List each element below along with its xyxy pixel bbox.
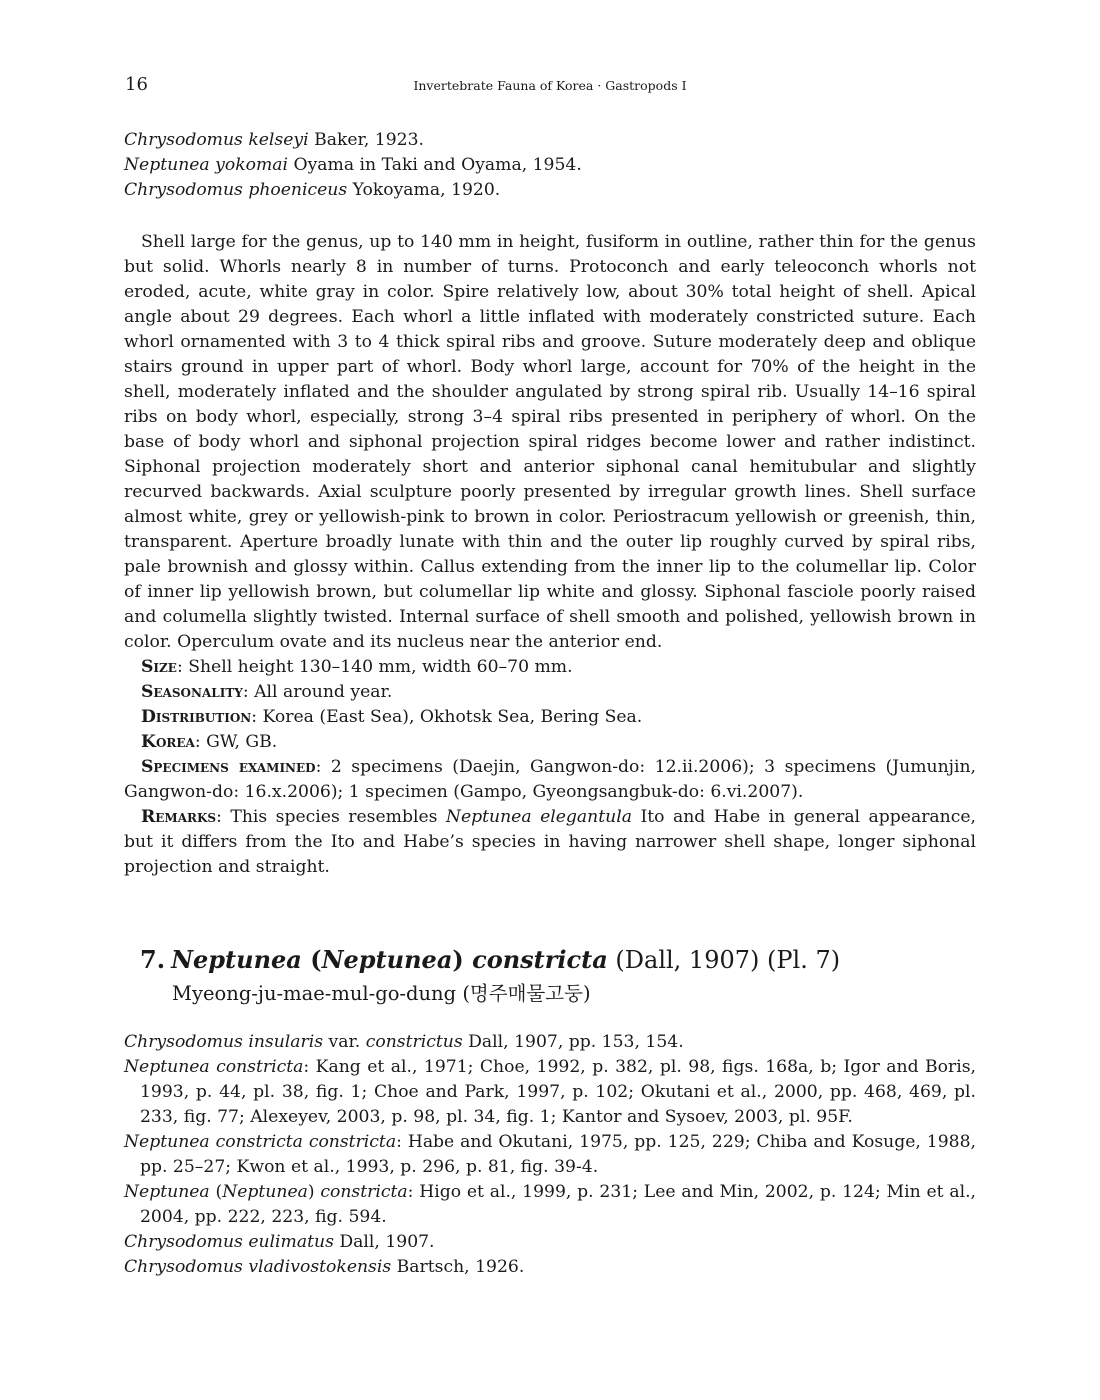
korean-romanized: Myeong-ju-mae-mul-go-dung (172, 982, 457, 1005)
remarks-species: Neptunea elegantula (445, 807, 632, 827)
korea-label: Korea (141, 732, 195, 752)
subgenus-close: ) (452, 945, 473, 974)
citation: : Higo et al., 1999, p. 231; Lee and Min, 2002, p. 124; Min et al., 2004, pp. 222, 223, fig. 594. (140, 1182, 976, 1227)
taxon-name: Chrysodomus kelseyi (124, 130, 309, 150)
remarks-label: Remarks (141, 807, 217, 827)
synonym-entry (124, 1255, 976, 1280)
taxon-name: Chrysodomus insularis (124, 1032, 324, 1052)
citation: Dall, 1907. (333, 1232, 435, 1252)
page-number: 16 (125, 74, 148, 95)
citation: Baker, 1923. (308, 130, 424, 150)
taxon-name: Neptunea (222, 1182, 308, 1202)
citation: Yokoyama, 1920. (347, 180, 501, 200)
citation: Oyama in Taki and Oyama, 1954. (288, 155, 582, 175)
species-number: 7. (140, 945, 166, 974)
connector: ) (307, 1182, 321, 1202)
synonym-list-top (124, 128, 976, 203)
synonym-entry (124, 153, 976, 178)
connector: ( (209, 1182, 223, 1202)
specimens-label: Specimens examined (141, 757, 316, 777)
seasonality-value: : All around year. (242, 682, 393, 702)
taxon-name: Neptunea constricta (124, 1057, 304, 1077)
synonym-entry (124, 1230, 976, 1255)
citation: Bartsch, 1926. (391, 1257, 525, 1277)
seasonality-field (124, 680, 976, 705)
running-title: Invertebrate Fauna of Korea · Gastropods I (413, 78, 687, 93)
synonym-entry (124, 128, 976, 153)
remarks-text-a: : This species resembles (216, 807, 446, 827)
specimens-field (124, 755, 976, 805)
specimens-value: : 2 specimens (Daejin, Gangwon-do: 12.ii.2006); 3 specimens (Jumunjin, Gangwon-do: 16.x.2006); 1 specimen (Gampo, Gyeongsangbuk-do: 6.vi.2007). (124, 757, 977, 802)
subgenus-open: ( (301, 945, 322, 974)
taxon-name: Chrysodomus vladivostokensis (124, 1257, 392, 1277)
species-epithet: constricta (472, 945, 608, 974)
seasonality-label: Seasonality (141, 682, 243, 702)
connector: var. (323, 1032, 366, 1052)
synonym-entry (124, 1055, 976, 1130)
korean-hangul: (명주매물고둥) (462, 982, 591, 1005)
taxon-name: constricta (320, 1182, 408, 1202)
species-heading (140, 944, 840, 976)
remarks-field (124, 805, 976, 880)
taxon-name: Neptunea yokomai (124, 155, 289, 175)
description-section (124, 230, 976, 655)
synonym-list-bottom (124, 1030, 976, 1280)
synonym-entry (124, 178, 976, 203)
korean-common-name (172, 980, 591, 1008)
taxon-name: Neptunea (124, 1182, 210, 1202)
taxon-name: constrictus (365, 1032, 463, 1052)
distribution-field (124, 705, 976, 730)
size-label: Size (141, 657, 177, 677)
remarks-text-b: Ito and Habe in general appearance, but it differs from the Ito and Habe’s species in having narrower shell shape, longer siphonal projection and straight. (124, 807, 976, 877)
citation: : Habe and Okutani, 1975, pp. 125, 229; Chiba and Kosuge, 1988, pp. 25–27; Kwon et al., 1993, p. 296, p. 81, fig. 39-4. (140, 1132, 976, 1177)
shell-description: Shell large for the genus, up to 140 mm in height, fusiform in outline, rather thin for the genus but solid. Whorls nearly 8 in number of turns. Protoconch and early teleoconch whorls not eroded, acute, white gray in color. Spire relatively low, about 30% total height of shell. Apical angle about 29 degrees. Each whorl a little inflated with moderately constricted suture. Each whorl ornamented with 3 to 4 thick spiral ribs and groove. Suture moderately deep and oblique stairs ground in upper part of whorl. Body whorl large, account for 70% of the height in the shell, moderately inflated and the shoulder angulated by strong spiral rib. Usually 14–16 spiral ribs on body whorl, especially, strong 3–4 spiral ribs presented in periphery of whorl. On the base of body whorl and siphonal projection spiral ridges become lower and rather indistinct. Siphonal projection moderately short and anterior siphonal canal hemitubular and slightly recurved backwards. Axial sculpture poorly presented by irregular growth lines. Shell surface almost white, grey or yellowish-pink to brown in color. Periostracum yellowish or greenish, thin, transparent. Aperture broadly lunate with thin and the outer lip roughly curved by spiral ribs, pale brownish and glossy within. Callus extending from the inner lip to the columellar lip. Color of inner lip yellowish brown, but columellar lip white and glossy. Siphonal fasciole poorly raised and columella slightly twisted. Internal surface of shell smooth and polished, yellowish brown in color. Operculum ovate and its nucleus near the anterior end. (124, 232, 976, 652)
species-authority: (Dall, 1907) (Pl. 7) (607, 946, 841, 974)
taxon-name: Chrysodomus eulimatus (124, 1232, 334, 1252)
citation: : Kang et al., 1971; Choe, 1992, p. 382, pl. 98, figs. 168a, b; Igor and Boris, 1993, p. 44, pl. 38, fig. 1; Choe and Park, 1997, p. 102; Okutani et al., 2000, pp. 468, 469, pl. 233, fig. 77; Alexeyev, 2003, p. 98, pl. 34, fig. 1; Kantor and Sysoev, 2003, pl. 95F. (140, 1057, 977, 1127)
synonym-entry (124, 1180, 976, 1230)
distribution-label: Distribution (141, 707, 252, 727)
korea-value: : GW, GB. (194, 732, 278, 752)
distribution-value: : Korea (East Sea), Okhotsk Sea, Bering Sea. (251, 707, 643, 727)
size-value: : Shell height 130–140 mm, width 60–70 mm. (176, 657, 573, 677)
citation: Dall, 1907, pp. 153, 154. (462, 1032, 684, 1052)
size-field (124, 655, 976, 680)
synonym-entry (124, 1030, 976, 1055)
genus-name: Neptunea (171, 945, 302, 974)
field-list (124, 655, 976, 880)
taxon-name: Chrysodomus phoeniceus (124, 180, 348, 200)
korea-field (124, 730, 976, 755)
subgenus-name: Neptunea (321, 945, 453, 974)
taxon-name: Neptunea constricta constricta (124, 1132, 397, 1152)
synonym-entry (124, 1130, 976, 1180)
